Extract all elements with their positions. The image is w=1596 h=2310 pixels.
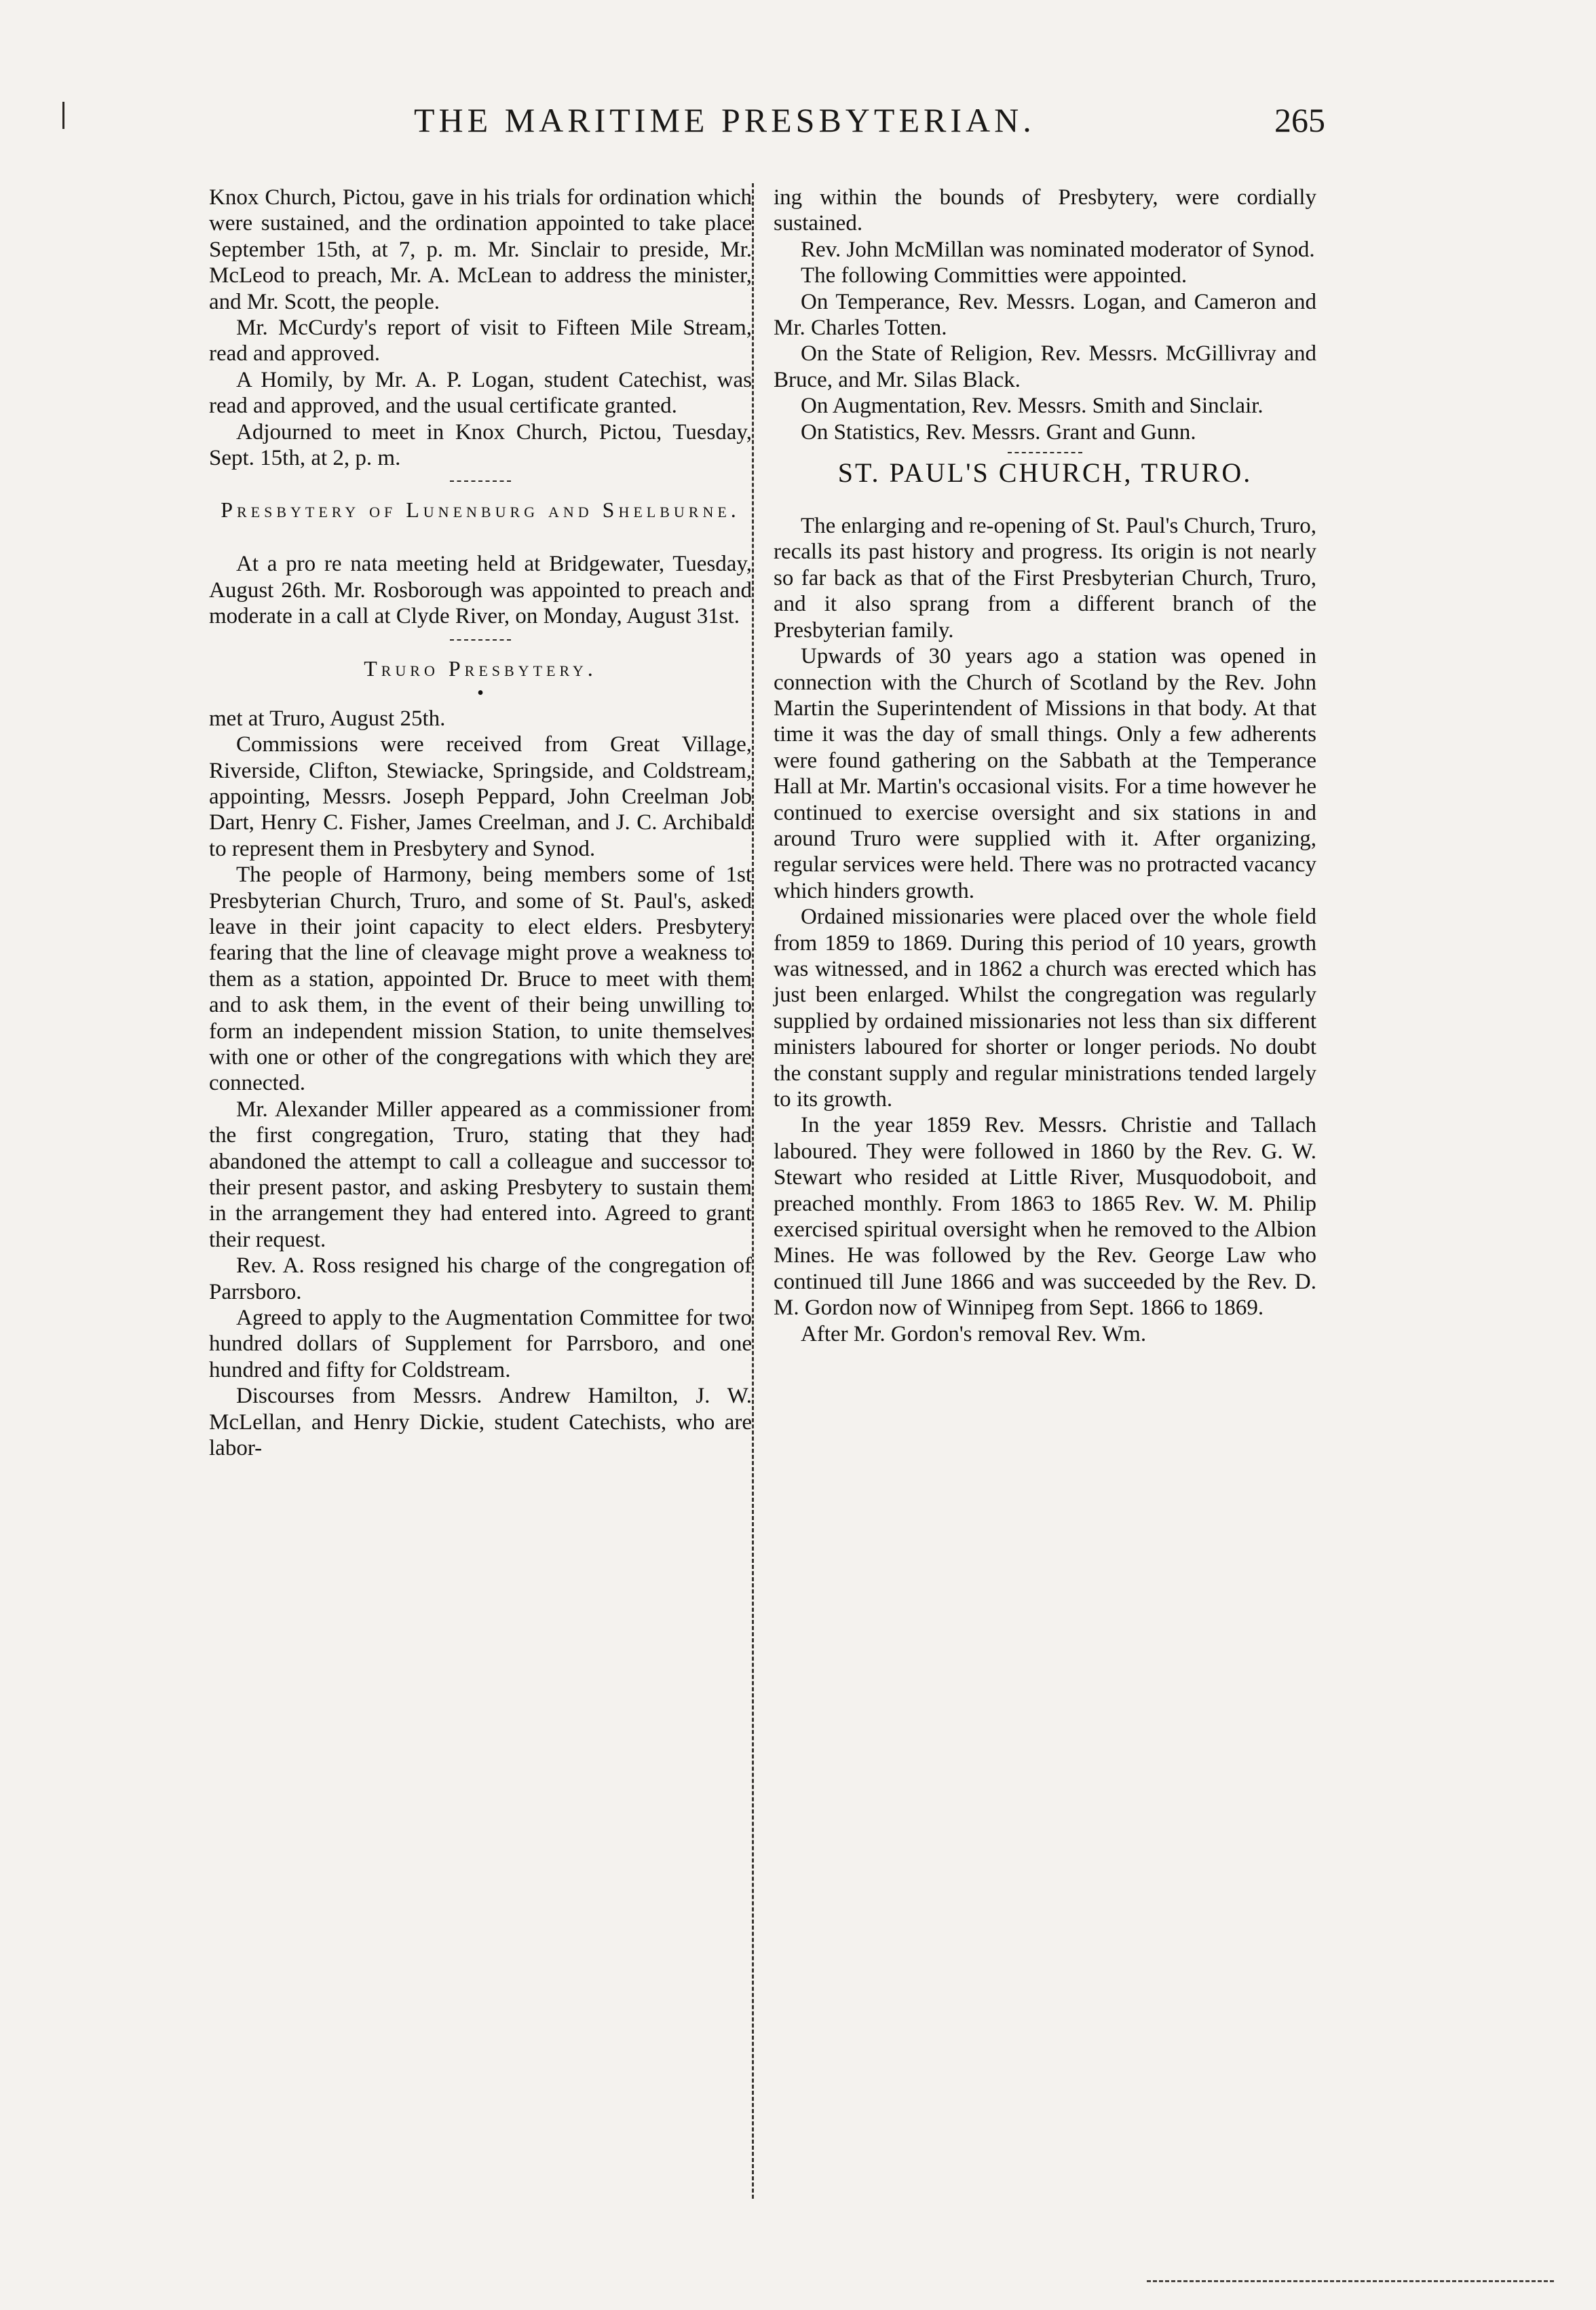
ornament-dot: •: [477, 682, 484, 704]
paragraph: Agreed to apply to the Augmentation Committee for two hundred dollars of Supplement for Parrsboro, and one hundred and fifty for Coldstream.: [209, 1306, 752, 1382]
right-column: [774, 185, 1316, 1347]
paragraph: Rev. John McMillan was nominated moderator of Synod.: [801, 237, 1315, 262]
scan-edge-mark: [62, 102, 64, 129]
paragraph: The enlarging and re-opening of St. Paul's Church, Truro, recalls its past history and progress. Its origin is not nearly so far back as that of the First Presbyterian Church, Truro, and it also sprang from a different branch of the Presbyterian family.: [774, 514, 1316, 643]
column-divider: [752, 183, 754, 2199]
section-separator: [450, 480, 511, 482]
article-heading: ST. PAUL'S CHURCH, TRURO.: [837, 457, 1253, 489]
paragraph: In the year 1859 Rev. Messrs. Christie and Tallach laboured. They were followed in 1860 by the Rev. G. W. Stewart who resided at Little River, Musquodoboit, and preached monthly. From 1863 to 1865 Rev. W. M. Philip exercised spiritual oversight when he removed to the Albion Mines. He was followed by the Rev. George Law who continued till June 1866 and was succeeded by the Rev. D. M. Gordon now of Winnipeg from Sept. 1866 to 1869.: [774, 1113, 1316, 1321]
paragraph: Adjourned to meet in Knox Church, Pictou, Tuesday, Sept. 15th, at 2, p. m.: [209, 419, 752, 471]
bottom-edge-marks: [1147, 2280, 1554, 2284]
paragraph: Upwards of 30 years ago a station was opened in connection with the Church of Scotland by the Rev. John Martin the Superintendent of Missions in that body. At that time it was the day of small things. Only a few adherents were found gathering on the Sabbath at the Temperance Hall at Mr. Martin's occasional visits. For a time however he continued to exercise oversight and six stations in and around Truro were supplied with it. After organizing, regular services were held. There was no protracted vacancy which hinders growth.: [774, 644, 1316, 903]
paragraph: Mr. McCurdy's report of visit to Fifteen Mile Stream, read and approved.: [209, 316, 752, 366]
paragraph: After Mr. Gordon's removal Rev. Wm.: [801, 1321, 1147, 1346]
section-separator: [1008, 452, 1082, 453]
section-heading: Truro Presbytery.: [364, 656, 597, 681]
paragraph: Commissions were received from Great Village, Riverside, Clifton, Stewiacke, Springside, and Coldstream, appointing, Messrs. Joseph Peppard, John Creelman Job Dart, Henry C. Fisher, James Creelman, and J. C. Archibald to represent them in Presbytery and Synod.: [209, 732, 752, 861]
paragraph: On Augmentation, Rev. Messrs. Smith and Sinclair.: [801, 394, 1264, 419]
paragraph: ing within the bounds of Presbytery, were cordially sustained.: [774, 185, 1316, 236]
paragraph: Discourses from Messrs. Andrew Hamilton, J. W. McLellan, and Henry Dickie, student Catechists, who are labor-: [209, 1384, 752, 1461]
section-separator: [450, 639, 511, 641]
paragraph: The following Committies were appointed.: [801, 263, 1188, 288]
paragraph: On Statistics, Rev. Messrs. Grant and Gunn.: [801, 419, 1196, 444]
paragraph: On the State of Religion, Rev. Messrs. McGillivray and Bruce, and Mr. Silas Black.: [774, 341, 1316, 392]
section-heading: Presbytery of Lunenburg and Shelburne.: [221, 497, 740, 523]
paragraph: Knox Church, Pictou, gave in his trials for ordination which were sustained, and the ordination appointed to take place September 15th, at 7, p. m. Mr. Sinclair to preside, Mr. McLeod to preach, Mr. A. McLean to address the minister, and Mr. Scott, the people.: [209, 185, 752, 314]
paragraph: Mr. Alexander Miller appeared as a commissioner from the first congregation, Truro, stating that they had abandoned the attempt to call a colleague and successor to their present pastor, and asking Presbytery to sustain them in the arrangement they had entered into. Agreed to grant their request.: [209, 1097, 752, 1252]
left-column: [209, 185, 752, 1461]
paragraph: On Temperance, Rev. Messrs. Logan, and Cameron and Mr. Charles Totten.: [774, 289, 1316, 341]
paragraph: A Homily, by Mr. A. P. Logan, student Catechist, was read and approved, and the usual certificate granted.: [209, 367, 752, 419]
page-number: 265: [1274, 101, 1325, 139]
running-title: THE MARITIME PRESBYTERIAN.: [414, 101, 1036, 139]
paragraph: met at Truro, August 25th.: [209, 706, 446, 731]
paragraph: At a pro re nata meeting held at Bridgewater, Tuesday, August 26th. Mr. Rosborough was appointed to preach and moderate in a call at Clyde River, on Monday, August 31st.: [209, 552, 752, 629]
paragraph: Ordained missionaries were placed over the whole field from 1859 to 1869. During this period of 10 years, growth was witnessed, and in 1862 a church was erected which has just been enlarged. Whilst the congregation was regularly supplied by ordained missionaries not less than six different ministers laboured for shorter or longer periods. No doubt the constant supply and regular ministrations tended largely to its growth.: [774, 905, 1316, 1112]
paragraph: The people of Harmony, being members some of 1st Presbyterian Church, Truro, and some of St. Paul's, asked leave in their joint capacity to elect elders. Presbytery fearing that the line of cleavage might prove a weakness to them as a station, appointed Dr. Bruce to meet with them and to ask them, in the event of their being unwilling to form an independent mission Station, to unite themselves with one or other of the congregations with which they are connected.: [209, 863, 752, 1096]
paragraph: Rev. A. Ross resigned his charge of the congregation of Parrsboro.: [209, 1253, 752, 1304]
